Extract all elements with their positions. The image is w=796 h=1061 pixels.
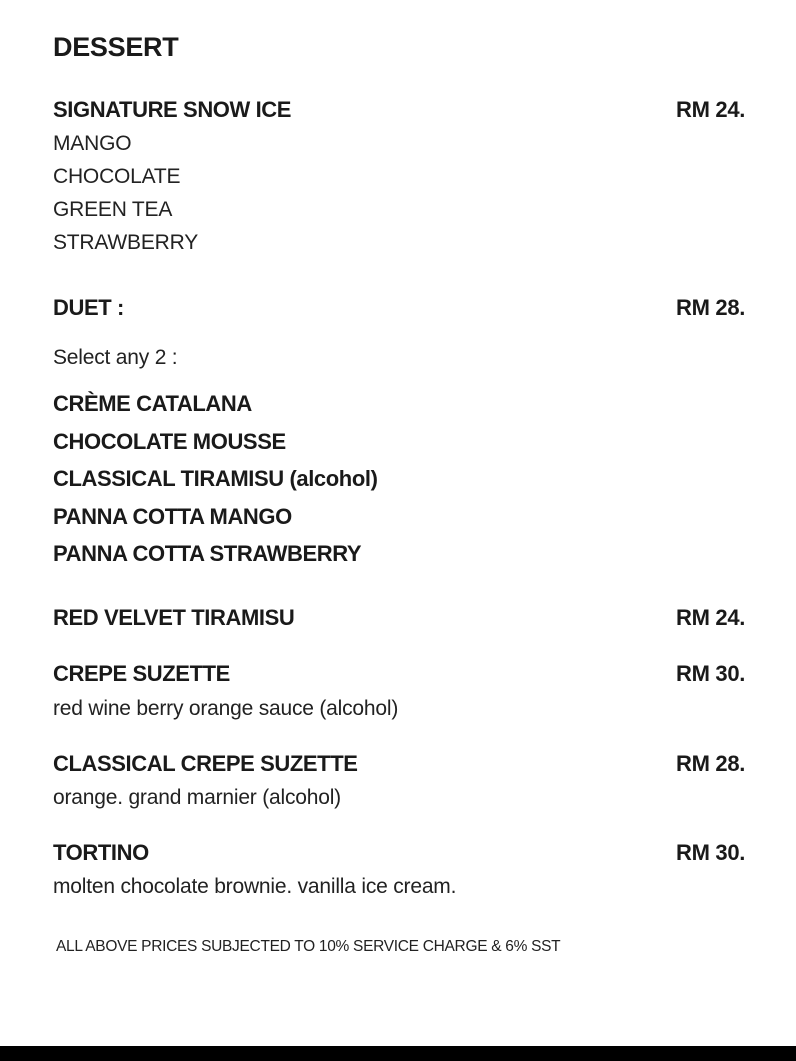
service-charge-note: ALL ABOVE PRICES SUBJECTED TO 10% SERVICE CHARGE & 6% SST [56, 938, 561, 955]
flavor-item: CHOCOLATE [53, 165, 181, 188]
flavor-item: MANGO [53, 132, 132, 155]
crepe-suzette-price: RM 30. [676, 661, 746, 686]
flavor-item: STRAWBERRY [53, 231, 199, 254]
tortino-price: RM 30. [676, 840, 746, 865]
crepe-suzette-name: CREPE SUZETTE [53, 661, 230, 686]
duet-price: RM 28. [676, 295, 746, 320]
duet-option: CRÈME CATALANA [53, 391, 252, 416]
signature-snow-ice-name: SIGNATURE SNOW ICE [53, 97, 292, 122]
duet-option: CLASSICAL TIRAMISU (alcohol) [53, 466, 378, 491]
duet-option: PANNA COTTA MANGO [53, 504, 292, 529]
flavor-item: GREEN TEA [53, 198, 173, 221]
duet-option: CHOCOLATE MOUSSE [53, 429, 286, 454]
red-velvet-name: RED VELVET TIRAMISU [53, 605, 295, 630]
crepe-suzette-description: red wine berry orange sauce (alcohol) [53, 697, 399, 720]
duet-name: DUET : [53, 295, 124, 320]
bottom-black-bar [0, 1046, 796, 1061]
classical-crepe-price: RM 28. [676, 751, 746, 776]
duet-instruction: Select any 2 : [53, 346, 178, 369]
classical-crepe-description: orange. grand marnier (alcohol) [53, 786, 341, 809]
tortino-name: TORTINO [53, 840, 149, 865]
tortino-description: molten chocolate brownie. vanilla ice cream. [53, 875, 457, 898]
signature-snow-ice-price: RM 24. [676, 97, 746, 122]
classical-crepe-name: CLASSICAL CREPE SUZETTE [53, 751, 358, 776]
red-velvet-price: RM 24. [676, 605, 746, 630]
duet-option: PANNA COTTA STRAWBERRY [53, 541, 362, 566]
menu-title: DESSERT [53, 32, 179, 62]
